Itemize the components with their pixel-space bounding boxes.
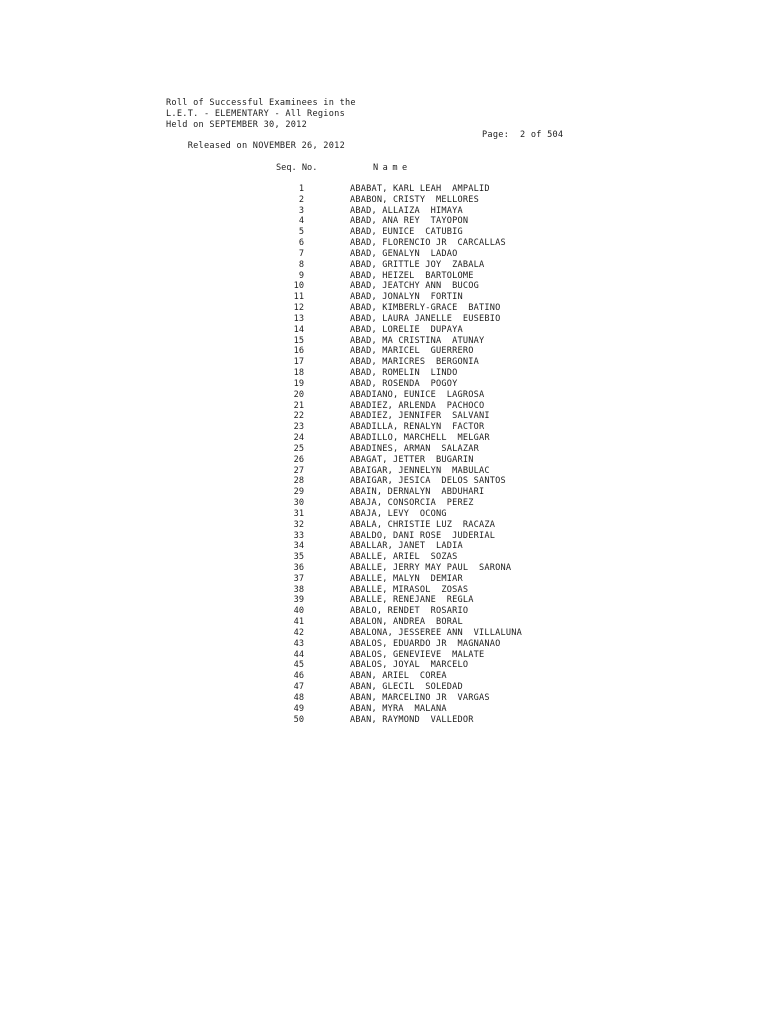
seq-number: 16 xyxy=(293,346,304,357)
list-item xyxy=(0,325,768,336)
examinee-name: ABAD, ANA REY TAYOPON xyxy=(350,216,469,227)
seq-no-header: Seq. No. xyxy=(276,163,318,173)
seq-number: 6 xyxy=(298,238,304,249)
seq-number: 25 xyxy=(293,443,304,454)
examinee-name: ABAJA, CONSORCIA PEREZ xyxy=(350,498,474,509)
list-item xyxy=(0,498,768,509)
page-number: Page: 2 of 504 xyxy=(482,130,564,141)
list-item xyxy=(0,411,768,422)
examinee-name: ABALLE, ARIEL SOZAS xyxy=(350,552,458,563)
seq-number: 46 xyxy=(293,671,304,682)
list-item xyxy=(0,227,768,238)
examinee-name: ABALOS, EDUARDO JR MAGNANAO xyxy=(350,638,501,649)
seq-number: 30 xyxy=(293,498,304,509)
list-item xyxy=(0,238,768,249)
examinee-name: ABALA, CHRISTIE LUZ RACAZA xyxy=(350,519,496,530)
list-item xyxy=(0,682,768,693)
seq-number: 35 xyxy=(293,552,304,563)
seq-number: 24 xyxy=(293,433,304,444)
seq-number: 27 xyxy=(293,465,304,476)
list-item xyxy=(0,509,768,520)
list-item xyxy=(0,476,768,487)
examinee-name: ABALLE, JERRY MAY PAUL SARONA xyxy=(350,562,512,573)
list-item xyxy=(0,357,768,368)
examinee-name: ABAD, EUNICE CATUBIG xyxy=(350,227,463,238)
examinee-name: ABAD, KIMBERLY-GRACE BATINO xyxy=(350,303,501,314)
examinee-name: ABAN, GLECIL SOLEDAD xyxy=(350,682,463,693)
examinee-list xyxy=(0,184,768,725)
seq-number: 31 xyxy=(293,508,304,519)
list-item xyxy=(0,520,768,531)
seq-number: 14 xyxy=(293,324,304,335)
list-item xyxy=(0,639,768,650)
list-item xyxy=(0,466,768,477)
seq-number: 29 xyxy=(293,487,304,498)
header-title: Roll of Successful Examinees in the xyxy=(166,98,356,108)
seq-number: 3 xyxy=(298,205,304,216)
header-exam: L.E.T. - ELEMENTARY - All Regions xyxy=(166,108,345,119)
examinee-name: ABAD, LORELIE DUPAYA xyxy=(350,324,463,335)
seq-number: 49 xyxy=(293,703,304,714)
list-item xyxy=(0,281,768,292)
examinee-name: ABAD, JONALYN FORTIN xyxy=(350,292,463,303)
list-item xyxy=(0,303,768,314)
list-item xyxy=(0,704,768,715)
seq-number: 45 xyxy=(293,660,304,671)
list-item xyxy=(0,563,768,574)
list-item xyxy=(0,671,768,682)
header-released-date: Released on NOVEMBER 26, 2012 xyxy=(187,141,345,152)
examinee-name: ABAIGAR, JENNELYN MABULAC xyxy=(350,465,490,476)
list-item xyxy=(0,206,768,217)
seq-number: 40 xyxy=(293,606,304,617)
seq-number: 43 xyxy=(293,638,304,649)
examinee-name: ABADILLA, RENALYN FACTOR xyxy=(350,422,485,433)
examinee-name: ABALDO, DANI ROSE JUDERIAL xyxy=(350,530,496,541)
examinee-name: ABAD, JEATCHY ANN BUCOG xyxy=(350,281,479,292)
list-item xyxy=(0,650,768,661)
seq-number: 7 xyxy=(298,248,304,259)
list-item xyxy=(0,660,768,671)
examinee-name: ABAD, GENALYN LADAO xyxy=(350,248,458,259)
list-item xyxy=(0,628,768,639)
examinee-name: ABAD, MARICEL GUERRERO xyxy=(350,346,474,357)
list-item xyxy=(0,401,768,412)
list-item xyxy=(0,606,768,617)
list-item xyxy=(0,249,768,260)
examinee-name: ABAD, LAURA JANELLE EUSEBIO xyxy=(350,313,501,324)
name-header: Name xyxy=(373,163,412,173)
examinee-name: ABALLE, MALYN DEMIAR xyxy=(350,573,463,584)
list-item xyxy=(0,346,768,357)
examinee-name: ABAIGAR, JESICA DELOS SANTOS xyxy=(350,476,506,487)
seq-number: 41 xyxy=(293,617,304,628)
seq-number: 8 xyxy=(298,259,304,270)
list-item xyxy=(0,260,768,271)
examinee-name: ABALLAR, JANET LADIA xyxy=(350,541,463,552)
examinee-name: ABAD, MA CRISTINA ATUNAY xyxy=(350,335,485,346)
list-item xyxy=(0,379,768,390)
examinee-name: ABAN, MYRA MALANA xyxy=(350,703,447,714)
list-item xyxy=(0,314,768,325)
examinee-name: ABALON, ANDREA BORAL xyxy=(350,617,463,628)
seq-number: 42 xyxy=(293,627,304,638)
examinee-name: ABALLE, MIRASOL ZOSAS xyxy=(350,584,469,595)
document-header xyxy=(166,98,586,152)
examinee-name: ABABAT, KARL LEAH AMPALID xyxy=(350,184,490,194)
seq-number: 33 xyxy=(293,530,304,541)
examinee-name: ABADINES, ARMAN SALAZAR xyxy=(350,443,479,454)
list-item xyxy=(0,693,768,704)
seq-number: 2 xyxy=(298,194,304,205)
examinee-name: ABAIN, DERNALYN ABDUHARI xyxy=(350,487,485,498)
seq-number: 21 xyxy=(293,400,304,411)
examinee-name: ABAN, ARIEL COREA xyxy=(350,671,447,682)
examinee-name: ABALLE, RENEJANE REGLA xyxy=(350,595,474,606)
examinee-name: ABALONA, JESSEREE ANN VILLALUNA xyxy=(350,627,522,638)
examinee-name: ABAD, FLORENCIO JR CARCALLAS xyxy=(350,238,506,249)
examinee-name: ABADILLO, MARCHELL MELGAR xyxy=(350,433,490,444)
seq-number: 15 xyxy=(293,335,304,346)
header-release-row xyxy=(166,130,586,152)
seq-number: 50 xyxy=(293,714,304,725)
list-item xyxy=(0,422,768,433)
seq-number: 22 xyxy=(293,411,304,422)
header-held-date: Held on SEPTEMBER 30, 2012 xyxy=(166,119,308,130)
list-item xyxy=(0,433,768,444)
examinee-name: ABADIANO, EUNICE LAGROSA xyxy=(350,389,485,400)
seq-number: 32 xyxy=(293,519,304,530)
seq-number: 47 xyxy=(293,682,304,693)
list-item xyxy=(0,574,768,585)
list-item xyxy=(0,184,768,195)
examinee-name: ABAD, MARICRES BERGONIA xyxy=(350,357,479,368)
examinee-name: ABALOS, JOYAL MARCELO xyxy=(350,660,469,671)
seq-number: 37 xyxy=(293,573,304,584)
list-item xyxy=(0,195,768,206)
examinee-name: ABAN, MARCELINO JR VARGAS xyxy=(350,692,490,703)
list-item xyxy=(0,531,768,542)
seq-number: 12 xyxy=(293,303,304,314)
seq-number: 19 xyxy=(293,378,304,389)
examinee-name: ABALO, RENDET ROSARIO xyxy=(350,606,469,617)
seq-number: 11 xyxy=(293,292,304,303)
list-item xyxy=(0,455,768,466)
seq-number: 28 xyxy=(293,476,304,487)
list-item xyxy=(0,595,768,606)
examinee-name: ABADIEZ, ARLENDA PACHOCO xyxy=(350,400,485,411)
list-item xyxy=(0,368,768,379)
examinee-name: ABADIEZ, JENNIFER SALVANI xyxy=(350,411,490,422)
examinee-name: ABALOS, GENEVIEVE MALATE xyxy=(350,649,485,660)
list-item xyxy=(0,715,768,726)
list-item xyxy=(0,617,768,628)
examinee-name: ABAD, ROSENDA POGOY xyxy=(350,378,458,389)
seq-number: 23 xyxy=(293,422,304,433)
seq-number: 38 xyxy=(293,584,304,595)
list-item xyxy=(0,541,768,552)
examinee-name: ABAD, GRITTLE JOY ZABALA xyxy=(350,259,485,270)
column-headers xyxy=(0,163,768,174)
seq-number: 1 xyxy=(298,184,304,194)
examinee-name: ABAD, ALLAIZA HIMAYA xyxy=(350,205,463,216)
list-item xyxy=(0,292,768,303)
seq-number: 20 xyxy=(293,389,304,400)
seq-number: 39 xyxy=(293,595,304,606)
list-item xyxy=(0,216,768,227)
list-item xyxy=(0,585,768,596)
seq-number: 18 xyxy=(293,368,304,379)
seq-number: 9 xyxy=(298,270,304,281)
seq-number: 4 xyxy=(298,216,304,227)
seq-number: 26 xyxy=(293,454,304,465)
seq-number: 13 xyxy=(293,313,304,324)
examinee-name: ABAD, ROMELIN LINDO xyxy=(350,368,458,379)
list-item xyxy=(0,336,768,347)
examinee-name: ABAGAT, JETTER BUGARIN xyxy=(350,454,474,465)
list-item xyxy=(0,552,768,563)
examinee-name: ABAJA, LEVY OCONG xyxy=(350,508,447,519)
seq-number: 10 xyxy=(293,281,304,292)
list-item xyxy=(0,444,768,455)
seq-number: 34 xyxy=(293,541,304,552)
seq-number: 5 xyxy=(298,227,304,238)
examinee-name: ABAN, RAYMOND VALLEDOR xyxy=(350,714,474,725)
list-item xyxy=(0,271,768,282)
seq-number: 17 xyxy=(293,357,304,368)
examinee-name: ABAD, HEIZEL BARTOLOME xyxy=(350,270,474,281)
list-item xyxy=(0,390,768,401)
examinee-name: ABABON, CRISTY MELLORES xyxy=(350,194,479,205)
seq-number: 36 xyxy=(293,562,304,573)
seq-number: 44 xyxy=(293,649,304,660)
list-item xyxy=(0,487,768,498)
seq-number: 48 xyxy=(293,692,304,703)
